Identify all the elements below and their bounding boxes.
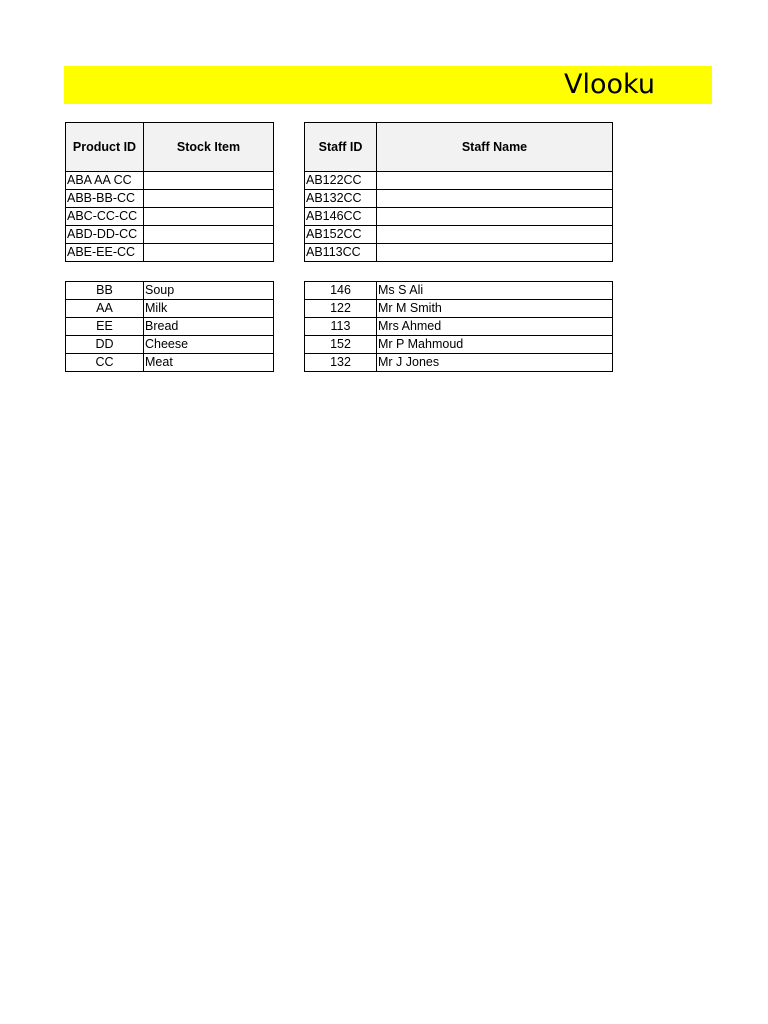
staff-name-cell[interactable] [377,226,613,244]
table-row [66,226,274,244]
staff-name-header[interactable]: Staff Name [377,123,613,172]
table-row [66,208,274,226]
staff-fullname-cell[interactable]: Mrs Ahmed [377,318,613,336]
product-id-header[interactable]: Product ID [66,123,144,172]
table-row [305,300,613,318]
item-name-cell[interactable]: Meat [144,354,274,372]
product-id-cell[interactable]: ABA AA CC [66,172,144,190]
product-id-cell[interactable]: ABE-EE-CC [66,244,144,262]
item-code-cell[interactable]: CC [66,354,144,372]
staff-id-cell[interactable]: AB122CC [305,172,377,190]
item-code-cell[interactable]: AA [66,300,144,318]
stock-item-cell[interactable] [144,190,274,208]
table-row [305,208,613,226]
staff-code-cell[interactable]: 152 [305,336,377,354]
staff-code-cell[interactable]: 113 [305,318,377,336]
table-row [305,172,613,190]
item-code-cell[interactable]: BB [66,282,144,300]
table-row [305,190,613,208]
item-name-cell[interactable]: Bread [144,318,274,336]
table-row [305,318,613,336]
product-id-cell[interactable]: ABD-DD-CC [66,226,144,244]
header-row [66,123,274,172]
staff-fullname-cell[interactable]: Mr P Mahmoud [377,336,613,354]
table-row [305,282,613,300]
staff-table [304,122,613,262]
staff-id-cell[interactable]: AB113CC [305,244,377,262]
staff-id-cell[interactable]: AB152CC [305,226,377,244]
item-code-cell[interactable]: EE [66,318,144,336]
stock-item-cell[interactable] [144,226,274,244]
table-row [66,190,274,208]
table-row [66,244,274,262]
staff-code-cell[interactable]: 122 [305,300,377,318]
table-row [305,226,613,244]
table-row [66,282,274,300]
staff-id-cell[interactable]: AB146CC [305,208,377,226]
item-code-cell[interactable]: DD [66,336,144,354]
staff-name-cell[interactable] [377,208,613,226]
table-row [66,354,274,372]
sheet-title: Vlooku [564,69,655,100]
staff-code-cell[interactable]: 132 [305,354,377,372]
table-row [305,354,613,372]
staff-name-cell[interactable] [377,244,613,262]
staff-fullname-cell[interactable]: Ms S Ali [377,282,613,300]
item-name-cell[interactable]: Milk [144,300,274,318]
staff-name-cell[interactable] [377,190,613,208]
stock-item-header[interactable]: Stock Item [144,123,274,172]
products-table [65,122,274,262]
header-row [305,123,613,172]
title-banner [64,66,712,104]
item-name-cell[interactable]: Soup [144,282,274,300]
table-row [66,172,274,190]
product-id-cell[interactable]: ABB-BB-CC [66,190,144,208]
staff-code-cell[interactable]: 146 [305,282,377,300]
product-id-cell[interactable]: ABC-CC-CC [66,208,144,226]
table-row [305,244,613,262]
staff-id-header[interactable]: Staff ID [305,123,377,172]
items-lookup-table [65,281,274,372]
table-row [66,336,274,354]
table-row [305,336,613,354]
staff-name-cell[interactable] [377,172,613,190]
stock-item-cell[interactable] [144,172,274,190]
staff-id-cell[interactable]: AB132CC [305,190,377,208]
names-lookup-table [304,281,613,372]
table-row [66,318,274,336]
staff-fullname-cell[interactable]: Mr M Smith [377,300,613,318]
stock-item-cell[interactable] [144,208,274,226]
stock-item-cell[interactable] [144,244,274,262]
item-name-cell[interactable]: Cheese [144,336,274,354]
staff-fullname-cell[interactable]: Mr J Jones [377,354,613,372]
table-row [66,300,274,318]
